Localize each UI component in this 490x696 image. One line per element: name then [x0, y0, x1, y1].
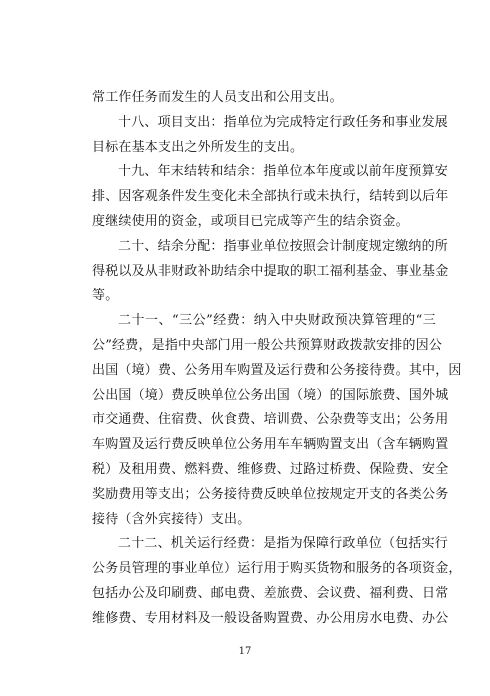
paragraph-line: 接待（含外宾接待）支出。 [92, 511, 251, 527]
paragraph-line: 目标在基本支出之外所发生的支出。 [92, 139, 304, 155]
paragraph-line: 公”经费，是指中央部门用一般公共预算财政拨款安排的因公 [92, 337, 443, 353]
paragraph-line: 税）及租用费、燃料费、维修费、过路过桥费、保险费、安全 [92, 461, 449, 477]
paragraph-line: 维修费、专用材料及一般设备购置费、办公用房水电费、办公 [92, 610, 449, 626]
paragraph-line: 常工作任务而发生的人员支出和公用支出。 [92, 90, 343, 105]
paragraph-line: 二十一、“三公”经费：纳入中央财政预决算管理的“三 [118, 313, 436, 329]
paragraph-line: 市交通费、住宿费、伙食费、培训费、公杂费等支出；公务用 [92, 412, 449, 428]
paragraph-line: 十九、年末结转和结余：指单位本年度或以前年度预算安 [118, 164, 449, 180]
body-text [92, 86, 462, 632]
paragraph-line: 公出国（境）费反映单位公务出国（境）的国际旅费、国外城 [92, 387, 449, 403]
page-number: 17 [238, 646, 252, 657]
paragraph-line: 度继续使用的资金，或项目已完成等产生的结余资金。 [92, 213, 409, 229]
paragraph-line: 得税以及从非财政补助结余中提取的职工福利基金、事业基金 [92, 263, 449, 279]
paragraph-line: 十八、项目支出：指单位为完成特定行政任务和事业发展 [118, 114, 449, 130]
paragraph-line: 车购置及运行费反映单位公务用车车辆购置支出（含车辆购置 [92, 437, 449, 453]
paragraph-line: 二十、结余分配：指事业单位按照会计制度规定缴纳的所 [118, 238, 449, 254]
paragraph-line: 包括办公及印刷费、邮电费、差旅费、会议费、福利费、日常 [92, 585, 449, 601]
paragraph-line: 奖励费用等支出；公务接待费反映单位按规定开支的各类公务 [92, 486, 449, 502]
paragraph-line: 二十二、机关运行经费：是指为保障行政单位（包括实行 [118, 536, 449, 552]
paragraph-line: 等。 [92, 288, 119, 304]
paragraph-line: 排、因客观条件发生变化未全部执行或未执行，结转到以后年 [92, 189, 449, 205]
paragraph-line: 公务员管理的事业单位）运行用于购买货物和服务的各项资金， [92, 561, 462, 577]
paragraph-line: 出国（境）费、公务用车购置及运行费和公务接待费。其中，因 [92, 362, 462, 378]
